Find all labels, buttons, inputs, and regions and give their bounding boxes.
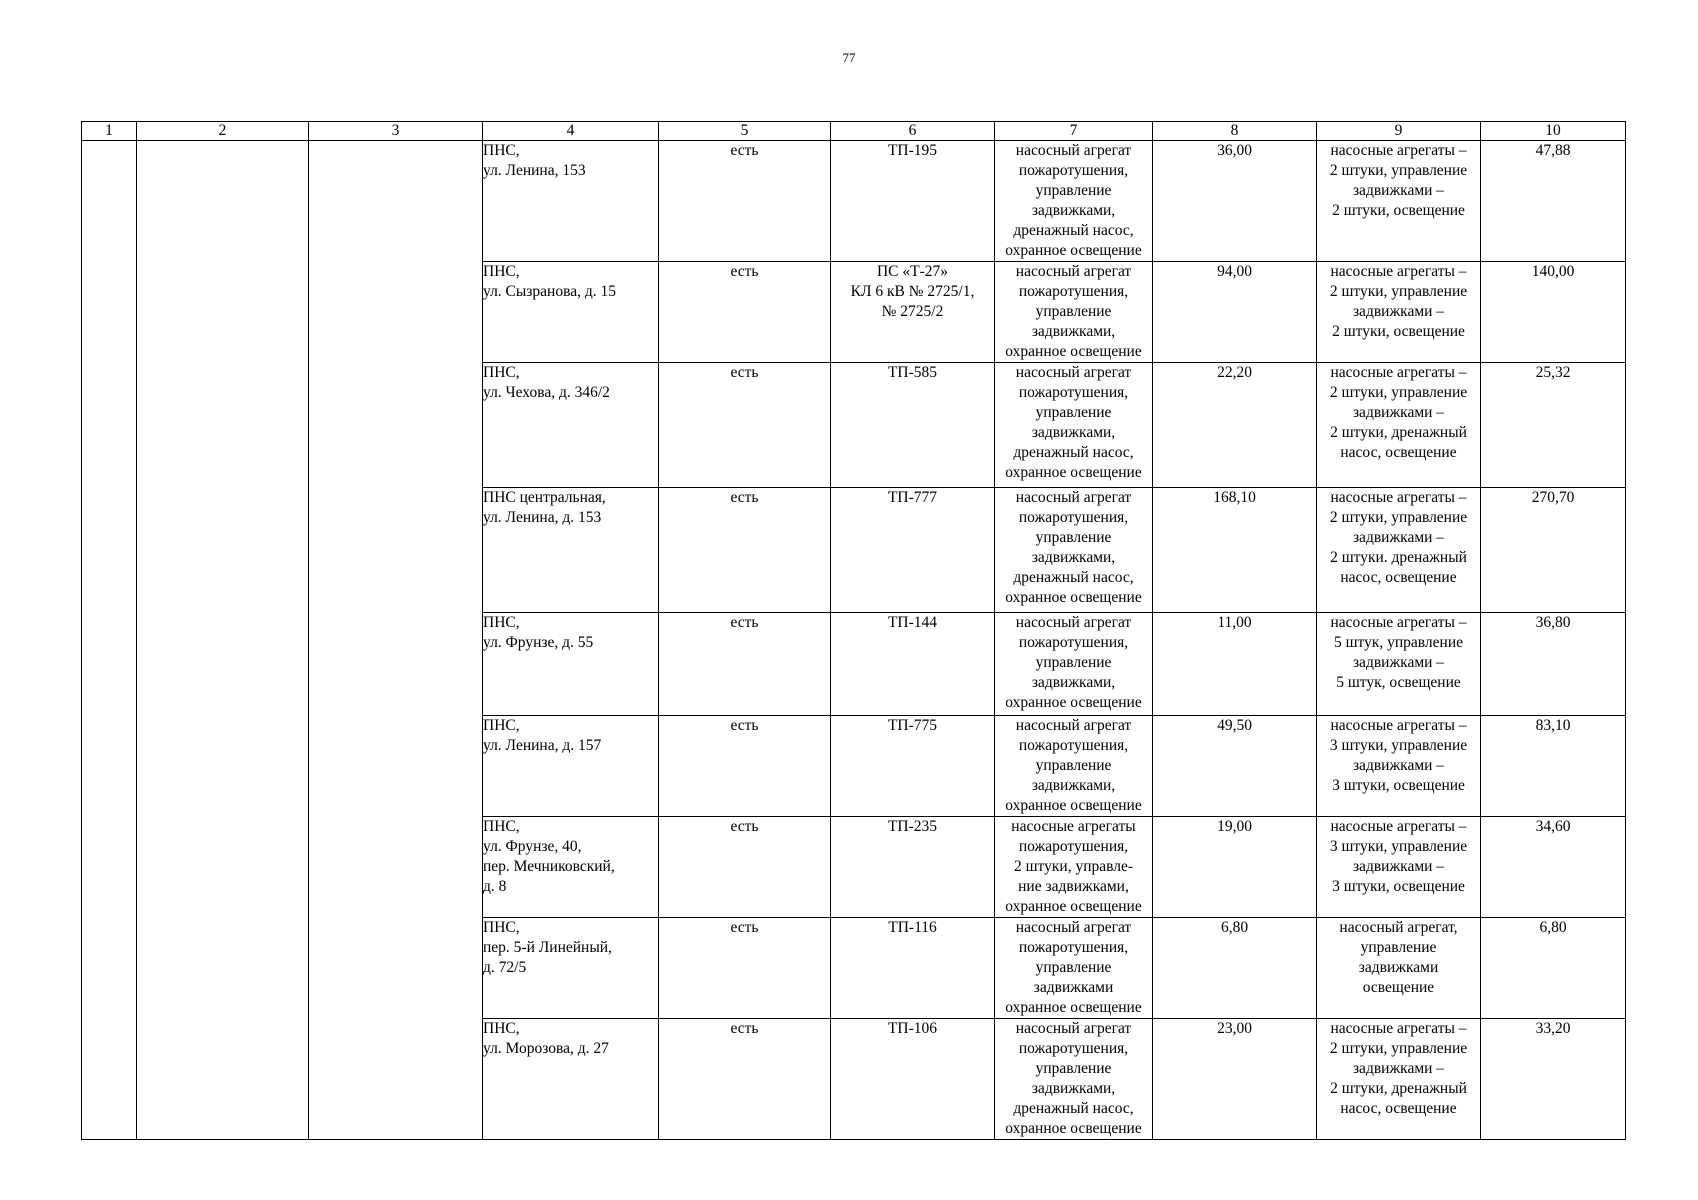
- total-value-cell: 33,20: [1481, 1019, 1626, 1140]
- power-value-cell: 36,00: [1153, 141, 1317, 262]
- total-value-cell: 140,00: [1481, 262, 1626, 363]
- consumers-cell: насосные агрегаты – 2 штуки, управление задвижками – 2 штуки, дренажный насос, освещение: [1317, 363, 1481, 488]
- total-value-cell: 25,32: [1481, 363, 1626, 488]
- power-value-cell: 11,00: [1153, 613, 1317, 716]
- power-value-cell: 19,00: [1153, 817, 1317, 918]
- power-source-cell: ТП-144: [831, 613, 995, 716]
- availability-cell: есть: [659, 1019, 831, 1140]
- total-value-cell: 6,80: [1481, 918, 1626, 1019]
- power-value-cell: 22,20: [1153, 363, 1317, 488]
- total-value-cell: 47,88: [1481, 141, 1626, 262]
- power-value-cell: 168,10: [1153, 488, 1317, 613]
- table-row: [82, 141, 1626, 262]
- equipment-cell: насосный агрегат пожаротушения, управление задвижками, охранное освещение: [995, 716, 1153, 817]
- station-name-cell: ПНС, пер. 5-й Линейный, д. 72/5: [483, 918, 659, 1019]
- total-value-cell: 36,80: [1481, 613, 1626, 716]
- equipment-cell: насосный агрегат пожаротушения, управление задвижками, дренажный насос, охранное освещение: [995, 1019, 1153, 1140]
- availability-cell: есть: [659, 918, 831, 1019]
- total-value-cell: 34,60: [1481, 817, 1626, 918]
- availability-cell: есть: [659, 716, 831, 817]
- power-source-cell: ТП-195: [831, 141, 995, 262]
- availability-cell: есть: [659, 613, 831, 716]
- station-name-cell: ПНС, ул. Морозова, д. 27: [483, 1019, 659, 1140]
- power-source-cell: ТП-775: [831, 716, 995, 817]
- data-table: [81, 121, 1626, 1140]
- station-name-cell: ПНС центральная, ул. Ленина, д. 153: [483, 488, 659, 613]
- consumers-cell: насосный агрегат, управление задвижками освещение: [1317, 918, 1481, 1019]
- equipment-cell: насосный агрегат пожаротушения, управление задвижками, дренажный насос, охранное освещение: [995, 363, 1153, 488]
- column-header: 6: [831, 122, 995, 141]
- station-name-cell: ПНС, ул. Чехова, д. 346/2: [483, 363, 659, 488]
- merged-column-2-cell: [137, 141, 309, 1140]
- station-name-cell: ПНС, ул. Ленина, д. 157: [483, 716, 659, 817]
- column-header: 9: [1317, 122, 1481, 141]
- availability-cell: есть: [659, 262, 831, 363]
- column-header: 5: [659, 122, 831, 141]
- total-value-cell: 270,70: [1481, 488, 1626, 613]
- station-name-cell: ПНС, ул. Ленина, 153: [483, 141, 659, 262]
- consumers-cell: насосные агрегаты – 2 штуки, управление задвижками – 2 штуки, освещение: [1317, 262, 1481, 363]
- equipment-cell: насосный агрегат пожаротушения, управление задвижками, дренажный насос, охранное освещение: [995, 488, 1153, 613]
- page-number: 77: [842, 50, 856, 65]
- power-value-cell: 49,50: [1153, 716, 1317, 817]
- header-row: [82, 122, 1626, 141]
- consumers-cell: насосные агрегаты – 2 штуки, управление задвижками – 2 штуки. дренажный насос, освещение: [1317, 488, 1481, 613]
- power-source-cell: ТП-106: [831, 1019, 995, 1140]
- equipment-cell: насосный агрегат пожаротушения, управление задвижками, охранное освещение: [995, 613, 1153, 716]
- availability-cell: есть: [659, 488, 831, 613]
- column-header: 2: [137, 122, 309, 141]
- total-value-cell: 83,10: [1481, 716, 1626, 817]
- availability-cell: есть: [659, 141, 831, 262]
- consumers-cell: насосные агрегаты – 2 штуки, управление задвижками – 2 штуки, освещение: [1317, 141, 1481, 262]
- column-header: 10: [1481, 122, 1626, 141]
- merged-column-1-cell: [82, 141, 137, 1140]
- availability-cell: есть: [659, 363, 831, 488]
- power-value-cell: 23,00: [1153, 1019, 1317, 1140]
- power-source-cell: ТП-585: [831, 363, 995, 488]
- power-value-cell: 94,00: [1153, 262, 1317, 363]
- column-header: 7: [995, 122, 1153, 141]
- column-header: 4: [483, 122, 659, 141]
- consumers-cell: насосные агрегаты – 3 штуки, управление задвижками – 3 штуки, освещение: [1317, 716, 1481, 817]
- merged-column-3-cell: [309, 141, 483, 1140]
- equipment-cell: насосные агрегаты пожаротушения, 2 штуки, управле- ние задвижками, охранное освещение: [995, 817, 1153, 918]
- column-header: 3: [309, 122, 483, 141]
- column-header: 1: [82, 122, 137, 141]
- station-name-cell: ПНС, ул. Сызранова, д. 15: [483, 262, 659, 363]
- consumers-cell: насосные агрегаты – 2 штуки, управление задвижками – 2 штуки, дренажный насос, освещение: [1317, 1019, 1481, 1140]
- power-value-cell: 6,80: [1153, 918, 1317, 1019]
- station-name-cell: ПНС, ул. Фрунзе, 40, пер. Мечниковский, д. 8: [483, 817, 659, 918]
- power-source-cell: ТП-235: [831, 817, 995, 918]
- station-name-cell: ПНС, ул. Фрунзе, д. 55: [483, 613, 659, 716]
- equipment-cell: насосный агрегат пожаротушения, управление задвижками, дренажный насос, охранное освещение: [995, 141, 1153, 262]
- equipment-cell: насосный агрегат пожаротушения, управление задвижками, охранное освещение: [995, 262, 1153, 363]
- equipment-cell: насосный агрегат пожаротушения, управление задвижками охранное освещение: [995, 918, 1153, 1019]
- column-header: 8: [1153, 122, 1317, 141]
- consumers-cell: насосные агрегаты – 3 штуки, управление задвижками – 3 штуки, освещение: [1317, 817, 1481, 918]
- power-source-cell: ТП-777: [831, 488, 995, 613]
- power-source-cell: ПС «Т-27» КЛ 6 кВ № 2725/1, № 2725/2: [831, 262, 995, 363]
- power-source-cell: ТП-116: [831, 918, 995, 1019]
- availability-cell: есть: [659, 817, 831, 918]
- consumers-cell: насосные агрегаты – 5 штук, управление задвижками – 5 штук, освещение: [1317, 613, 1481, 716]
